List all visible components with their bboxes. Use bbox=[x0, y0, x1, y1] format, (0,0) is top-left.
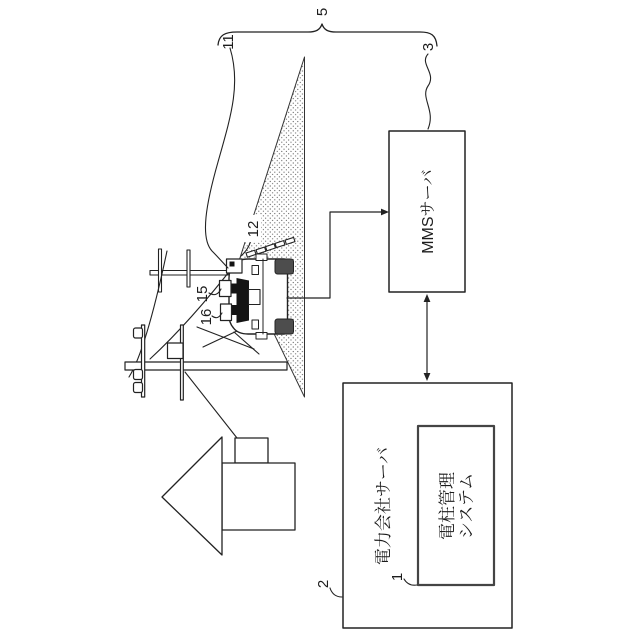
ref-1: 1 bbox=[389, 572, 406, 582]
crossarm bbox=[181, 325, 184, 400]
insulator bbox=[134, 328, 143, 338]
ref-5: 5 bbox=[314, 7, 331, 17]
license-plate bbox=[249, 290, 261, 305]
house-roof bbox=[162, 437, 222, 555]
pole-management-label-line2: システム bbox=[457, 472, 476, 540]
ref-16: 16 bbox=[198, 308, 215, 326]
ref-12: 12 bbox=[245, 220, 262, 238]
leader-2 bbox=[330, 588, 342, 597]
ref-3: 3 bbox=[420, 42, 437, 52]
side-mirror bbox=[256, 333, 267, 340]
ref-15: 15 bbox=[194, 285, 211, 303]
headlight bbox=[252, 266, 259, 275]
arrowhead bbox=[381, 209, 389, 216]
vehicle-wheel bbox=[275, 319, 294, 334]
mms-server-label: MMSサーバ bbox=[420, 169, 437, 254]
house-body bbox=[222, 463, 295, 530]
leader-3 bbox=[425, 54, 430, 129]
leader-11 bbox=[205, 48, 234, 268]
arrowhead bbox=[424, 294, 431, 302]
arrowhead bbox=[424, 373, 431, 381]
pole-management-label-line1: 電柱管理 bbox=[438, 472, 457, 540]
pole-transformer bbox=[168, 343, 184, 359]
insulator bbox=[134, 370, 143, 380]
pole-shaft bbox=[125, 362, 287, 370]
side-mirror bbox=[256, 254, 267, 261]
roof-device-16 bbox=[221, 304, 232, 321]
ref-11: 11 bbox=[220, 34, 237, 50]
house bbox=[162, 437, 295, 555]
headlight bbox=[252, 320, 259, 329]
house-annex bbox=[235, 438, 268, 463]
scanner-lens bbox=[230, 262, 235, 267]
insulator bbox=[134, 383, 143, 393]
service-wire bbox=[185, 372, 237, 438]
vehicle-wheel bbox=[275, 259, 294, 274]
power-company-label: 電力会社サーバ bbox=[374, 446, 393, 566]
mms-vehicle bbox=[220, 254, 294, 339]
crossarm bbox=[187, 250, 190, 287]
brace-5 bbox=[218, 24, 437, 46]
ref-2: 2 bbox=[315, 579, 332, 589]
